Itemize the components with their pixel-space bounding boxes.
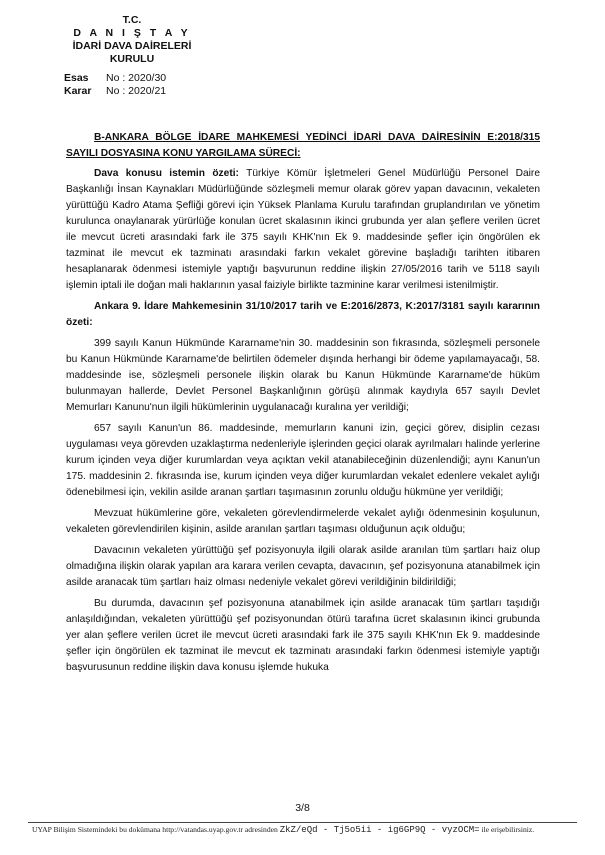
- paragraph-399: 399 sayılı Kanun Hükmünde Kararname'nin 30. maddesinin son fıkrasında, sözleşmeli personele bu Kanun Hükmünde Kararname'de belirtilen ödemeler dışında herhangi bir ödeme yapılamayacağı, 58. maddesinde ise, sözleşmeli personele ilişkin olarak bu Kanun Hükmünde Kararname'de hüküm bulunmayan hallerde, Devlet Personel Başkanlığının görüşü alınmak kaydıyla 657 sayılı Devlet Memurları Kanunu'nun ilgili hükümlerinin uygulanacağı kuralına yer verildiği;: [66, 338, 540, 413]
- header-line-danistay: D A N I Ş T A Y: [73, 27, 191, 39]
- case-numbers: [64, 72, 166, 98]
- paragraph-heading: Dava konusu istemin özeti:: [94, 168, 239, 179]
- document-body: [66, 130, 540, 681]
- footer: [32, 825, 577, 835]
- karar-label: Karar: [64, 85, 92, 97]
- header-line-idari: İDARİ DAVA DAİRELERİ: [72, 40, 192, 52]
- footer-divider: [28, 822, 577, 823]
- court-header: [62, 14, 202, 66]
- header-line-tc: T.C.: [122, 14, 142, 26]
- paragraph-mevzuat: Mevzuat hükümlerine göre, vekaleten görevlendirmelerde vekalet aylığı ödenmesinin koşulunun, vekaleten görevlendirilen kişinin, asilde aranılan şartları taşıması olduğunun açık olduğu;: [66, 508, 540, 535]
- paragraph-text: Türkiye Kömür İşletmeleri Genel Müdürlüğü Personel Daire Başkanlığı İnsan Kaynakları Müdürlüğünde sözleşmeli memur olarak görev yapan davacının, vekaleten yürüttüğü Kadro Atama Şefliği görevi için Yüksek Planlama Kurulu tarafından gruplandırılan ve yönetim kurulunca onaylanarak yürürlüğe konulan ücret skalasının ikinci grubunda yer alan şeflere verilen ücret ile mevcut ücreti arasındaki fark ile 375 sayılı KHK'nın Ek 9. maddesinde şefler için öngörülen ek tazminat ile mevcut ek tazminatı arasındaki farkın vekalet görevine başladığı tarihten itibaren hesaplanarak ödenmesi istemiyle yaptığı başvurunun reddine ilişkin 27/05/2016 tarih ve 5118 sayılı işlemin iptali ile doğan mali haklarının yasal faiziyle birlikte tazminine karar verilmesi istenilmiştir.: [66, 168, 540, 291]
- karar-value: No : 2020/21: [106, 85, 167, 97]
- page-number: 3/8: [295, 802, 310, 814]
- paragraph-karar-ozeti-heading: Ankara 9. İdare Mahkemesinin 31/10/2017 tarih ve E:2016/2873, K:2017/3181 sayılı kararının özeti:: [66, 301, 540, 328]
- header-line-kurulu: KURULU: [109, 53, 155, 65]
- paragraph-davacinin: Davacının vekaleten yürüttüğü şef pozisyonuyla ilgili olarak asilde aranılan tüm şartları haiz olup olmadığına ilişkin olarak yapılan ara karara verilen cevapta, davacının, şef pozisyonuna atanabilmek için asilde aranacak tüm şartları haiz olması nedeniyle vekalet görevi verildiğinin bildirildiği;: [66, 545, 540, 588]
- paragraph-657: 657 sayılı Kanun'un 86. maddesinde, memurların kanuni izin, geçici görev, disiplin cezası uygulaması veya görevden uzaklaştırma nedenleriyle işlerinden geçici olarak ayrılmaları halinde yerlerine kurum içinden veya diğer kurumlardan veya açıktan vekil atanabileceğinin düzenlendiği; aynı Kanun'un 175. maddesinin 2. fıkrasında ise, kurum içinden veya diğer kurumlardan vekalet edenlere vekalet aylığı ödenebilmesi için, vekilin asilde aranan şartları taşımasının zorunlu olduğu hükmüne yer verildiği;: [66, 423, 540, 498]
- esas-label: Esas: [64, 72, 89, 84]
- paragraph-dava-konusu: [66, 166, 540, 294]
- paragraph-bu-durumda: Bu durumda, davacının şef pozisyonuna atanabilmek için asilde aranacak tüm şartları taşıdığı anlaşıldığından, vekaleten yürüttüğü şef pozisyonundan ötürü tarafına ücret skalasının ikinci grubunda yer alan şeflere verilen ücret ile mevcut ücreti arasındaki fark ile 375 sayılı KHK'nın Ek 9. maddesinde şefler için öngörülen ek tazminat ile mevcut ek tazminatı arasındaki farkın ödenmesi istemiyle yaptığı başvurusunun reddine ilişkin dava konusu işlemde hukuka: [66, 598, 540, 673]
- footer-prefix: UYAP Bilişim Sistemindeki bu dokümana http://vatandas.uyap.gov.tr adresinden: [32, 825, 278, 834]
- footer-suffix: ile erişebilirsiniz.: [481, 825, 535, 834]
- footer-code: ZkZ/eQd - Tj5o5ii - ig6GP9Q - vyzOCM=: [279, 825, 480, 835]
- section-title: B-ANKARA BÖLGE İDARE MAHKEMESİ YEDİNCİ İDARİ DAVA DAİRESİNİN E:2018/315 SAYILI DOSYASINA KONU YARGILAMA SÜRECİ:: [66, 132, 540, 159]
- esas-value: No : 2020/30: [106, 72, 167, 84]
